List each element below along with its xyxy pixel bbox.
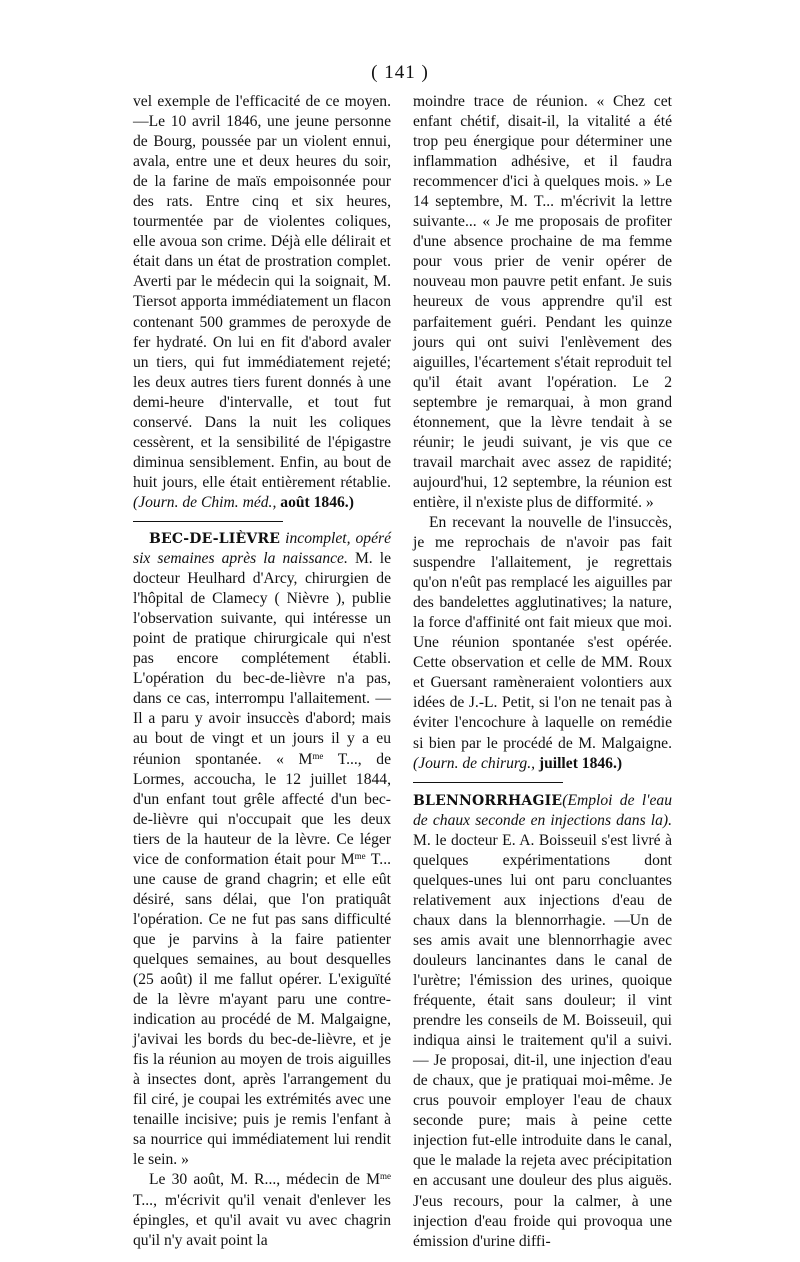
right-column bbox=[413, 92, 672, 1252]
paragraph-text: T... une cause de grand chagrin; et elle eût désiré, sans délai, que l'on pratiquât l'opération. Ce ne fut pas sans difficulté que je parvins à la faire patienter quelques semaines, au bout desquelles (25 août) il me fallut opérer. L'exiguïté de la lèvre m'ayant paru une contre-indication au procédé de M. Malgaigne, j'avivai les bords du bec-de-lièvre, et je fis la réunion au moyen de trois aiguilles à insectes dont, après l'arrangement du fil ciré, je coupai les extrémités avec une tenaille incisive; puis je remis l'enfant à sa nourrice qui immédiatement lui rendit le sein. » bbox=[133, 850, 391, 1169]
paragraph-blennorrhagie bbox=[413, 791, 672, 1252]
section-subtitle: incomplet, opéré six semaines après la naissance. bbox=[133, 529, 391, 568]
source-citation: (Journ. de Chim. méd., bbox=[133, 493, 277, 511]
section-heading-blennorrhagie: BLENNORRHAGIE bbox=[413, 792, 563, 809]
section-divider bbox=[133, 521, 283, 522]
section-heading-bec-de-lievre: BEC-DE-LIÈVRE bbox=[149, 530, 281, 547]
paragraph-text: T..., m'écrivit qu'il venait d'enlever les épingles, et qu'il avait vu avec chagrin qu'il n'y avait point la bbox=[133, 1191, 391, 1249]
paragraph-text: T..., de Lormes, accoucha, le 12 juillet 1844, d'un enfant tout grêle affecté d'un bec-de-lièvre qui n'occupait que les deux tiers de la hauteur de la lèvre. Ce léger vice de conformation était pour M bbox=[133, 750, 391, 868]
paragraph-text: M. le docteur Heulhard d'Arcy, chirurgien de l'hôpital de Clamecy ( Nièvre ), publie l'observation suivante, qui intéresse un point de pratique chirurgicale qui n'est pas encore complétement établi. L'opération du bec-de-lièvre n'a pas, dans ce cas, interrompu l'allaitement. — Il a paru y avoir insuccès d'abord; mais au bout de vingt et un jours il y a eu réunion spontanée. « M bbox=[133, 550, 392, 768]
paragraph-poison-case bbox=[133, 92, 391, 513]
paragraph-commentary bbox=[413, 513, 672, 774]
citation-date: juillet 1846.) bbox=[538, 754, 623, 772]
page-number: ( 141 ) bbox=[371, 62, 429, 83]
paragraph-bec-de-lievre bbox=[133, 529, 391, 1171]
citation-date: août 1846.) bbox=[280, 493, 354, 511]
section-subtitle: (Emploi de l'eau de chaux seconde en injections dans la). bbox=[413, 791, 672, 829]
section-divider bbox=[413, 782, 563, 783]
superscript: me bbox=[312, 750, 324, 761]
paragraph-text: Le 30 août, M. R..., médecin de M bbox=[149, 1171, 380, 1189]
left-column bbox=[133, 92, 391, 1251]
source-citation: (Journ. de chirurg., bbox=[413, 754, 535, 772]
paragraph-text: vel exemple de l'efficacité de ce moyen.—Le 10 avril 1846, une jeune personne de Bourg, poussée par un violent ennui, avala, entre une et deux heures du soir, de la farine de maïs empoisonnée pour des rats. Entre cinq et six heures, tourmentée par de violentes coliques, elle avoua son crime. Déjà elle délirait et était dans un état de prostration complet. Averti par le médecin qui la soignait, M. Tiersot apporta immédiatement un flacon contenant 500 grammes de peroxyde de fer hydraté. On lui en fit d'abord avaler un tiers, qui fut immédiatement rejeté; les deux autres tiers furent donnés à une demi-heure d'intervalle, et tout fut conservé. Dans la nuit les coliques cessèrent, et la sensibilité de l'épigastre diminua sensiblement. Enfin, au bout de huit jours, elle était entièrement rétablie. bbox=[133, 93, 391, 491]
paragraph-followup bbox=[133, 1170, 391, 1250]
paragraph-continuation: moindre trace de réunion. « Chez cet enfant chétif, disait-il, la vitalité a été trop peu énergique pour déterminer une inflammation adhésive, et il faudra recommencer d'ici à quelques mois. » Le 14 septembre, M. T... m'écrivit la lettre suivante... « Je me proposais de profiter d'une absence prochaine de ma femme pour vous prier de venir opérer de nouveau mon pauvre petit enfant. Je suis heureux de vous apprendre qu'il est parfaitement guéri. Pendant les quinze jours qui ont suivi l'enlèvement des aiguilles, l'écartement s'était reproduit tel qu'il était avant l'opération. Le 2 septembre je remarquai, à mon grand étonnement, que la lèvre tendait à se réunir; le jeudi suivant, je vis que ce travail marchait avec assez de rapidité; aujourd'hui, 12 septembre, la réunion est entière, il n'existe plus de difformité. » bbox=[413, 93, 672, 511]
paragraph-text: En recevant la nouvelle de l'insuccès, je me reprochais de n'avoir pas fait suspendre l'allaitement, je regrettais qu'on n'eût pas remplacé les aiguilles par des bandelettes agglutinatives; la nature, la force d'affinité ont fait mieux que moi. Une réunion spontanée s'est opérée. Cette observation et celle de MM. Roux et Guersant ramèneraient volontiers aux idées de J.-L. Petit, si l'on ne tenait pas à éviter l'encochure à laquelle on remédie si bien par le procédé de M. Malgaigne. bbox=[413, 513, 672, 752]
superscript: me bbox=[354, 850, 366, 861]
paragraph-text: M. le docteur E. A. Boisseuil s'est livré à quelques expérimentations dont quelques-unes lui ont paru concluantes relativement aux injections d'eau de chaux dans la blennorrhagie. —Un de ses amis avait une blennorrhagie avec douleurs lancinantes dans le canal de l'urètre; l'émission des urines, quoique fréquente, était sans douleur; il vint prendre les conseils de M. Boisseuil, qui indiqua ainsi le traitement qu'il a suivi. — Je proposai, dit-il, une injection d'eau de chaux, que je pratiquai moi-même. Je crus pouvoir employer l'eau de chaux seconde pure; mais à peine cette injection fut-elle introduite dans le canal, que le malade la rejeta avec précipitation en accusant une douleur des plus aiguës. J'eus recours, pour la calmer, à une injection d'eau froide qui provoqua une émission d'urine diffi- bbox=[413, 831, 672, 1250]
superscript: me bbox=[380, 1171, 391, 1182]
